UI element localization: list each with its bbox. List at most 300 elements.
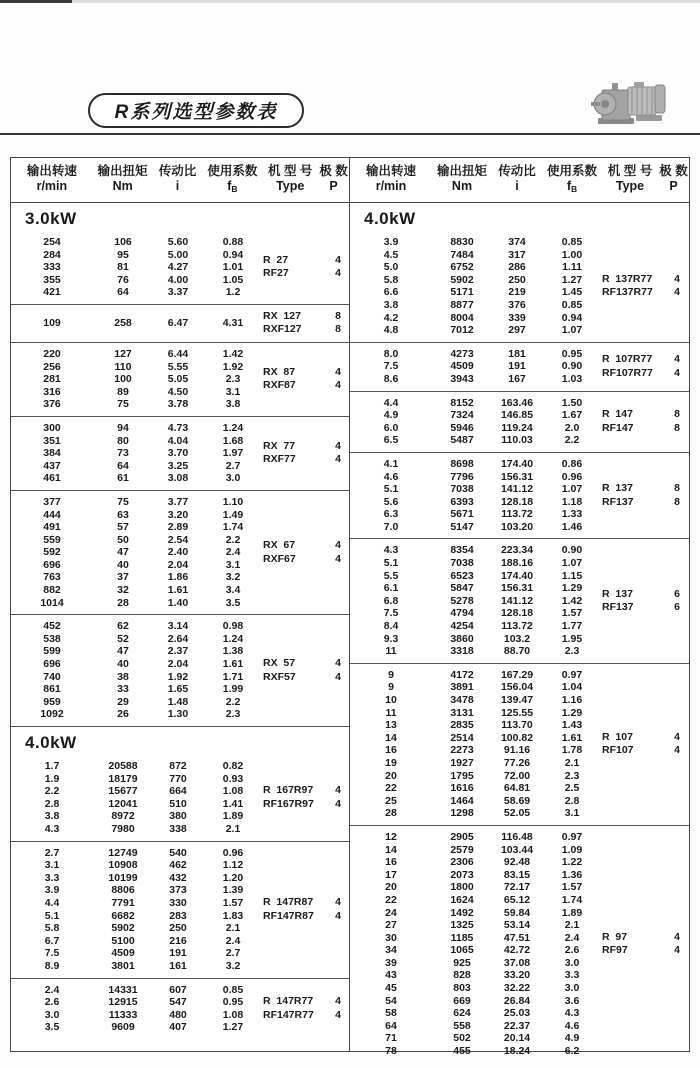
cell-speed: 281 [43,373,61,386]
table-row [11,671,263,684]
model-row [263,553,351,567]
cell-fb: 2.1 [564,756,580,769]
table-column-left [11,158,350,1051]
cell-torque: 2579 [450,843,474,856]
cell-ratio: 33.20 [503,969,531,982]
cell-speed: 4.2 [383,311,399,324]
model-row [263,784,351,798]
cell-speed: 3.5 [44,1021,60,1034]
cell-speed: 6.7 [44,934,60,947]
cell-ratio: 141.12 [500,483,534,496]
cell-ratio: 338 [169,822,187,835]
cell-speed: 4.4 [44,896,60,909]
cell-torque: 2835 [450,719,474,732]
cell-ratio: 2.54 [167,533,189,546]
pole-count: 4 [335,365,341,378]
cell-speed: 351 [43,434,61,447]
cell-fb: 1.78 [561,744,583,757]
cell-speed: 559 [43,533,61,546]
cell-ratio: 297 [508,324,526,337]
cell-fb: 2.1 [225,922,241,935]
cell-fb: 4.9 [564,1032,580,1045]
table-row [11,935,263,948]
pole-count: 8 [674,421,680,434]
cell-torque: 624 [453,1007,471,1020]
header-row-en [350,179,689,197]
cell-ratio: 1.40 [167,596,189,609]
model-row [263,539,351,553]
table-row [350,422,602,435]
cell-ratio: 119.24 [501,421,533,434]
column-header-unit: i [515,179,519,193]
cell-fb: 0.90 [561,544,583,557]
table-row [350,1007,602,1020]
cell-torque: 5100 [111,934,135,947]
model-type: RF167R97 [263,797,314,810]
cell-ratio: 20.14 [503,1032,531,1045]
table-row [350,969,602,982]
cell-torque: 1325 [450,919,474,932]
cell-fb: 1.27 [561,273,583,286]
column-header-label: 传动比 [158,164,197,178]
cell-ratio: 219 [508,286,526,299]
cell-torque: 3801 [111,959,135,972]
cell-ratio: 1.86 [167,571,189,584]
cell-fb: 3.2 [225,959,241,972]
cell-fb: 1.42 [222,347,244,360]
model-row [263,910,351,924]
cell-fb: 3.1 [225,558,241,571]
cell-speed: 2.8 [44,797,60,810]
cell-speed: 13 [385,719,397,732]
pole-count: 4 [674,744,680,757]
table-row [350,274,602,287]
table-row [11,261,263,274]
cell-ratio: 174.40 [500,569,534,582]
cell-fb: 2.3 [225,373,241,386]
cell-ratio: 25.03 [503,1007,531,1020]
model-row [263,671,351,685]
table-row [350,1045,602,1058]
gear-group [350,538,689,662]
cell-speed: 5.8 [44,922,60,935]
model-type: RF107R77 [602,366,653,379]
cell-torque: 75 [117,398,129,411]
pole-count: 4 [674,353,680,366]
table-row [350,397,602,410]
group-data-rows [11,760,263,836]
cell-ratio: 156.04 [500,681,534,694]
cell-speed: 1.7 [44,760,60,772]
cell-fb: 1.61 [222,658,244,671]
cell-speed: 28 [385,807,397,820]
cell-ratio: 3.78 [167,398,189,411]
cell-speed: 538 [43,632,61,645]
cell-ratio: 5.05 [167,373,189,386]
column-header-label: 极 数 [319,164,348,178]
cell-fb: 4.3 [564,1007,580,1020]
cell-fb: 1.74 [561,893,583,906]
cell-speed: 4.3 [383,544,399,557]
table-row [350,508,602,521]
table-row [11,286,263,299]
cell-speed: 7.5 [44,947,60,960]
cell-speed: 2.2 [44,785,60,798]
pole-count: 4 [335,1008,341,1021]
cell-ratio: 4.00 [167,273,189,286]
cell-torque: 11333 [108,1008,138,1021]
table-row [350,409,602,422]
model-row [263,657,351,671]
cell-speed: 6.3 [383,508,399,521]
table-row [350,694,602,707]
cell-torque: 127 [114,347,132,360]
cell-ratio: 1.48 [167,695,189,708]
cell-speed: 22 [385,893,397,906]
cell-fb: 0.98 [222,620,244,633]
table-row [350,483,602,496]
table-row [350,732,602,745]
table-row [350,807,602,820]
model-type: RF147R77 [263,1008,314,1021]
cell-ratio: 65.12 [503,893,531,906]
cell-fb: 1.04 [561,681,583,694]
cell-torque: 4794 [450,607,474,620]
table-row [11,597,263,610]
cell-fb: 4.31 [222,317,244,330]
gearmotor-photo-icon [590,74,670,132]
cell-torque: 106 [114,236,132,248]
cell-fb: 3.0 [564,982,580,995]
cell-ratio: 380 [169,810,187,823]
table-row [11,897,263,910]
table-row [11,823,263,836]
cell-ratio: 2.64 [167,632,189,645]
cell-speed: 316 [43,385,61,398]
column-sections-left [11,203,349,1051]
cell-fb: 0.85 [561,298,583,311]
pole-count: 8 [674,495,680,508]
model-row [263,254,351,268]
cell-speed: 421 [43,286,61,299]
table-row [11,317,263,330]
cell-speed: 256 [43,360,61,373]
table-row [350,681,602,694]
table-row [350,324,602,337]
column-header-label: 使用系数 [546,164,597,178]
cell-torque: 7484 [450,248,474,261]
cell-ratio: 250 [508,273,526,286]
cell-speed: 109 [43,317,61,330]
cell-ratio: 113.70 [501,719,533,732]
cell-fb: 0.95 [222,996,244,1009]
cell-torque: 3318 [450,645,474,658]
column-header-unit: r/min [36,179,68,193]
column-header-label: 极 数 [659,164,688,178]
cell-torque: 2273 [450,744,474,757]
cell-fb: 2.1 [564,919,580,932]
table-row [350,782,602,795]
cell-fb: 1.20 [222,871,244,884]
table-row [350,471,602,484]
cell-torque: 8152 [450,396,474,409]
group-data-rows [11,422,263,485]
cell-ratio: 607 [169,983,187,996]
model-type: R 137 [602,587,633,600]
model-type: R 107R77 [602,353,653,366]
cell-ratio: 191 [169,947,187,960]
cell-torque: 5147 [450,520,474,533]
table-row [350,719,602,732]
cell-fb: 1.00 [561,248,583,261]
cell-ratio: 283 [169,909,187,922]
pole-count: 4 [674,944,680,957]
cell-fb: 0.88 [222,236,244,248]
cell-speed: 39 [385,956,397,969]
cell-ratio: 110.03 [501,434,533,447]
cell-ratio: 770 [169,772,187,785]
cell-ratio: 188.16 [500,557,534,570]
cell-torque: 925 [453,956,471,969]
cell-speed: 78 [385,1045,397,1058]
cell-fb: 1.57 [561,881,583,894]
table-row [350,607,602,620]
cell-fb: 1.68 [222,434,244,447]
cell-torque: 4172 [450,668,474,681]
group-data-rows [11,496,263,609]
gear-group [350,231,689,342]
table-row [350,299,602,312]
column-header-label: 机 型 号 [607,164,653,178]
cell-fb: 0.96 [222,846,244,859]
cell-fb: 1.12 [222,859,244,872]
power-section-label: 3.0kW [25,209,77,228]
cell-fb: 3.0 [225,472,241,485]
cell-speed: 599 [43,645,61,658]
model-row [602,482,690,496]
table-row [11,683,263,696]
cell-speed: 254 [43,236,61,248]
cell-torque: 8698 [450,457,474,470]
cell-speed: 220 [43,347,61,360]
group-models [263,784,351,811]
table-row [11,645,263,658]
model-type: R 147 [602,408,633,421]
group-models [602,353,690,380]
cell-fb: 2.6 [564,944,580,957]
gear-group [350,452,689,539]
cell-ratio: 547 [169,996,187,1009]
model-row [602,496,690,510]
cell-speed: 8.4 [383,620,399,633]
cell-fb: 1.97 [222,447,244,460]
cell-torque: 62 [117,620,129,633]
cell-speed: 4.4 [383,396,399,409]
cell-torque: 2514 [450,731,474,744]
table-row [350,521,602,534]
cell-speed: 2.4 [44,983,60,996]
cell-ratio: 1.92 [167,670,189,683]
table-row [350,881,602,894]
cell-ratio: 128.18 [500,607,534,620]
model-type: RXF57 [263,670,296,683]
group-models [263,366,351,393]
cell-speed: 4.6 [383,470,399,483]
gear-group [350,342,689,391]
cell-torque: 4509 [111,947,135,960]
cell-ratio: 139.47 [500,694,534,706]
column-header-label: 机 型 号 [267,164,313,178]
cell-speed: 6.8 [383,594,399,607]
cell-ratio: 92.48 [503,856,531,869]
cell-fb: 1.27 [222,1021,244,1034]
cell-torque: 1185 [450,931,474,944]
pole-count: 4 [335,670,341,683]
cell-speed: 882 [43,584,61,597]
cell-ratio: 223.34 [500,544,534,557]
cell-fb: 1.33 [561,508,583,521]
cell-fb: 2.2 [225,695,241,708]
cell-ratio: 116.48 [501,830,533,843]
cell-ratio: 26.84 [503,994,531,1007]
table-row [11,435,263,448]
cell-speed: 20 [385,769,397,782]
cell-ratio: 4.73 [167,421,189,434]
column-header-unit: P [329,179,338,193]
cell-torque: 10908 [108,859,138,872]
cell-speed: 20 [385,881,397,894]
model-type: R 27 [263,253,289,266]
pole-count: 4 [335,784,341,797]
cell-torque: 76 [117,273,129,286]
model-type: R 137 [602,482,633,495]
cell-fb: 2.3 [225,708,241,721]
cell-speed: 5.8 [383,273,399,286]
model-type: RXF127 [263,323,302,336]
header-row-cn [11,164,349,179]
cell-fb: 0.93 [222,772,244,785]
cell-speed: 64 [385,1019,397,1032]
gear-group [11,231,349,304]
cell-speed: 6.0 [383,421,399,434]
group-data-rows [350,669,602,820]
cell-torque: 8354 [450,544,474,557]
fb-subscript: B [231,184,238,194]
cell-torque: 1800 [450,881,474,894]
cell-torque: 63 [117,508,129,521]
model-row [602,931,690,945]
cell-torque: 1492 [450,906,474,919]
cell-fb: 1.41 [222,797,244,810]
cell-fb: 2.4 [225,934,241,947]
cell-torque: 18179 [108,772,138,785]
table-row [350,831,602,844]
cell-speed: 4.8 [383,324,399,337]
table-row [350,645,602,658]
cell-ratio: 510 [169,797,187,810]
model-type: RF27 [263,267,289,280]
cell-speed: 437 [43,459,61,472]
cell-ratio: 4.27 [167,261,189,274]
page-title [88,93,304,128]
cell-torque: 455 [453,1045,471,1058]
power-section-label: 4.0kW [364,209,416,228]
model-row [263,896,351,910]
model-row [263,267,351,281]
table-row [11,633,263,646]
cell-ratio: 330 [169,896,187,909]
gear-group [350,391,689,452]
cell-fb: 1.46 [561,520,583,533]
group-data-rows [11,847,263,973]
table-row [350,844,602,857]
pole-count: 4 [335,267,341,280]
cell-torque: 5278 [450,594,474,607]
cell-ratio: 37.08 [503,956,531,969]
cell-speed: 6.5 [383,434,399,447]
group-models [263,310,351,337]
table-row [350,669,602,682]
cell-fb: 2.7 [225,947,241,960]
model-row [263,453,351,467]
cell-ratio: 22.37 [503,1019,531,1032]
table-row [11,559,263,572]
cell-speed: 5.6 [383,495,399,508]
pole-count: 4 [335,995,341,1008]
cell-speed: 3.9 [383,236,399,248]
model-type: RF147R87 [263,909,314,922]
pole-count: 4 [674,730,680,743]
cell-torque: 7324 [450,409,474,422]
power-section-label: 4.0kW [25,733,77,752]
cell-fb: 2.2 [564,434,580,447]
cell-fb: 1.67 [561,409,583,422]
pole-count: 6 [674,587,680,600]
cell-fb: 0.86 [561,457,583,470]
group-data-rows [11,348,263,411]
table-row [11,910,263,923]
table-row [11,546,263,559]
cell-speed: 54 [385,994,397,1007]
group-models [602,931,690,958]
cell-speed: 4.3 [44,822,60,835]
model-type: RXF87 [263,379,296,392]
cell-torque: 110 [114,360,132,373]
cell-speed: 11 [385,645,397,658]
table-row [350,757,602,770]
pole-count: 4 [335,453,341,466]
cell-fb: 1.24 [222,421,244,434]
cell-speed: 376 [43,398,61,411]
cell-fb: 1.08 [222,785,244,798]
pole-count: 4 [335,552,341,565]
model-type: RX 87 [263,365,296,378]
cell-fb: 1.29 [561,582,583,595]
cell-fb: 1.39 [222,884,244,897]
table-row [11,1021,263,1034]
table-row [11,398,263,411]
cell-torque: 81 [117,261,129,274]
pole-count: 4 [335,253,341,266]
cell-fb: 1.24 [222,632,244,645]
cell-torque: 7980 [111,822,135,835]
table-row [11,447,263,460]
table-column-right [350,158,689,1058]
cell-speed: 355 [43,273,61,286]
cell-speed: 452 [43,620,61,633]
cell-ratio: 3.70 [167,447,189,460]
cell-speed: 592 [43,546,61,559]
